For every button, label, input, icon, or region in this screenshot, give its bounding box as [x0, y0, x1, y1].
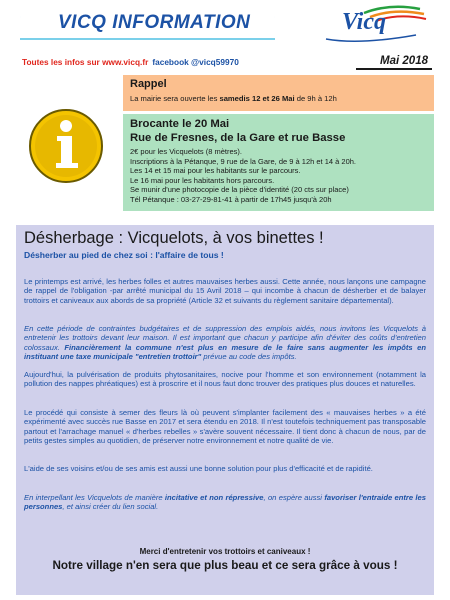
brocante-line: Les 14 et 15 mai pour les habitants sur le parcours.: [130, 166, 301, 176]
brocante-line: Tél Pétanque : 03-27-29-81-41 à partir de 17h45 jusqu'à 20h: [130, 194, 332, 204]
info-icon: [18, 104, 114, 188]
brocante-line: Le 16 mai pour les habitants hors parcours.: [130, 175, 275, 185]
brocante-box: [123, 114, 434, 211]
issue-date: Mai 2018: [380, 55, 428, 67]
brocante-line: Se munir d'une photocopie de la pièce d'identité (20 cts sur place): [130, 185, 349, 195]
brocante-details: [130, 147, 356, 205]
website-link[interactable]: Toutes les infos sur www.vicq.fr: [22, 57, 149, 67]
issue-date-box: [356, 53, 432, 70]
header-banner: [20, 4, 275, 40]
article-box: [16, 225, 434, 595]
closing-thanks: Merci d'entretenir vos trottoirs et caniveaux !: [139, 547, 311, 556]
article-paragraph-1: Le printemps est arrivé, les herbes folles et autres mauvaises herbes aussi. Cette année, nous lançons une campagne de rappel de l'obligation -par arrêté municipal du 15 Avril 2018 – qui incombe à chacun de désherber et de balayer trottoirs et caniveaux aux abords de sa propriété (Article 32 et suivants du règlement sanitaire départemental).: [24, 277, 426, 305]
rappel-text: La mairie sera ouverte les samedis 12 et 26 Mai de 9h à 12h: [130, 94, 337, 103]
article-paragraph-2: En cette période de contraintes budgétaires et de suppression des emplois aidés, nous invitons les Vicquelots à entretenir les trottoirs devant leur maison. Il est important que chacun y participe afin d'éviter des coûts d'entretien colossaux. Financièrement la commune n'est plus en mesure de le faire sans augmenter les impôts en instituant une taxe municipale "entretien trottoir" prévue au code des impôts.: [24, 324, 426, 362]
article-title: Désherbage : Vicquelots, à vos binettes !: [24, 229, 324, 247]
brocante-line: 2€ pour les Vicquelots (8 mètres).: [130, 147, 242, 156]
rappel-box: [123, 75, 434, 111]
page-title: VICQ INFORMATION: [58, 12, 251, 33]
article-paragraph-4: Le procédé qui consiste à semer des fleurs là où peuvent s'implanter facilement des « mauvaises herbes » a été expérimenté avec succès rue Basse en 2017 et sera étendu en 2018. Il n'est toutefois techniquement pas transposable partout et l'arrachage manuel « d'herbes rebelles » s'avère souvent nécessaire. Il tient donc à chacun de nous, par de petits gestes simples au quotidien, de préserver notre environnement et notre qualité de vie.: [24, 408, 426, 446]
closing-message: Notre village n'en sera que plus beau et ce sera grâce à vous !: [52, 559, 398, 572]
brocante-line: Inscriptions à la Pétanque, 9 rue de la Gare, de 9 à 12h et 14 à 20h.: [130, 156, 356, 166]
vicq-logo: [320, 3, 430, 43]
article-paragraph-5: L'aide de ses voisins et/ou de ses amis est aussi une bonne solution pour plus d'efficacité et de rapidité.: [24, 464, 373, 473]
facebook-link[interactable]: facebook @vicq59970: [152, 57, 239, 67]
article-paragraph-3: Aujourd'hui, la pulvérisation de produits phytosanitaires, nocive pour l'homme et son environnement (notamment la pollution des nappes phréatiques) est à proscrire et il nous faut donc trouver des pratiques plus douces et naturelles.: [24, 370, 426, 389]
logo-text: Vicq: [342, 9, 387, 35]
article-subtitle: Désherber au pied de chez soi : l'affaire de tous !: [24, 250, 224, 260]
info-line: [22, 57, 239, 67]
article-paragraph-6: En interpellant les Vicquelots de manière incitative et non répressive, on espère aussi favoriser l'entraide entre les personnes, et ainsi créer du lien social.: [24, 493, 426, 512]
brocante-title: Brocante le 20 Mai Rue de Fresnes, de la Gare et rue Basse: [130, 118, 346, 144]
rappel-title: Rappel: [130, 78, 167, 90]
